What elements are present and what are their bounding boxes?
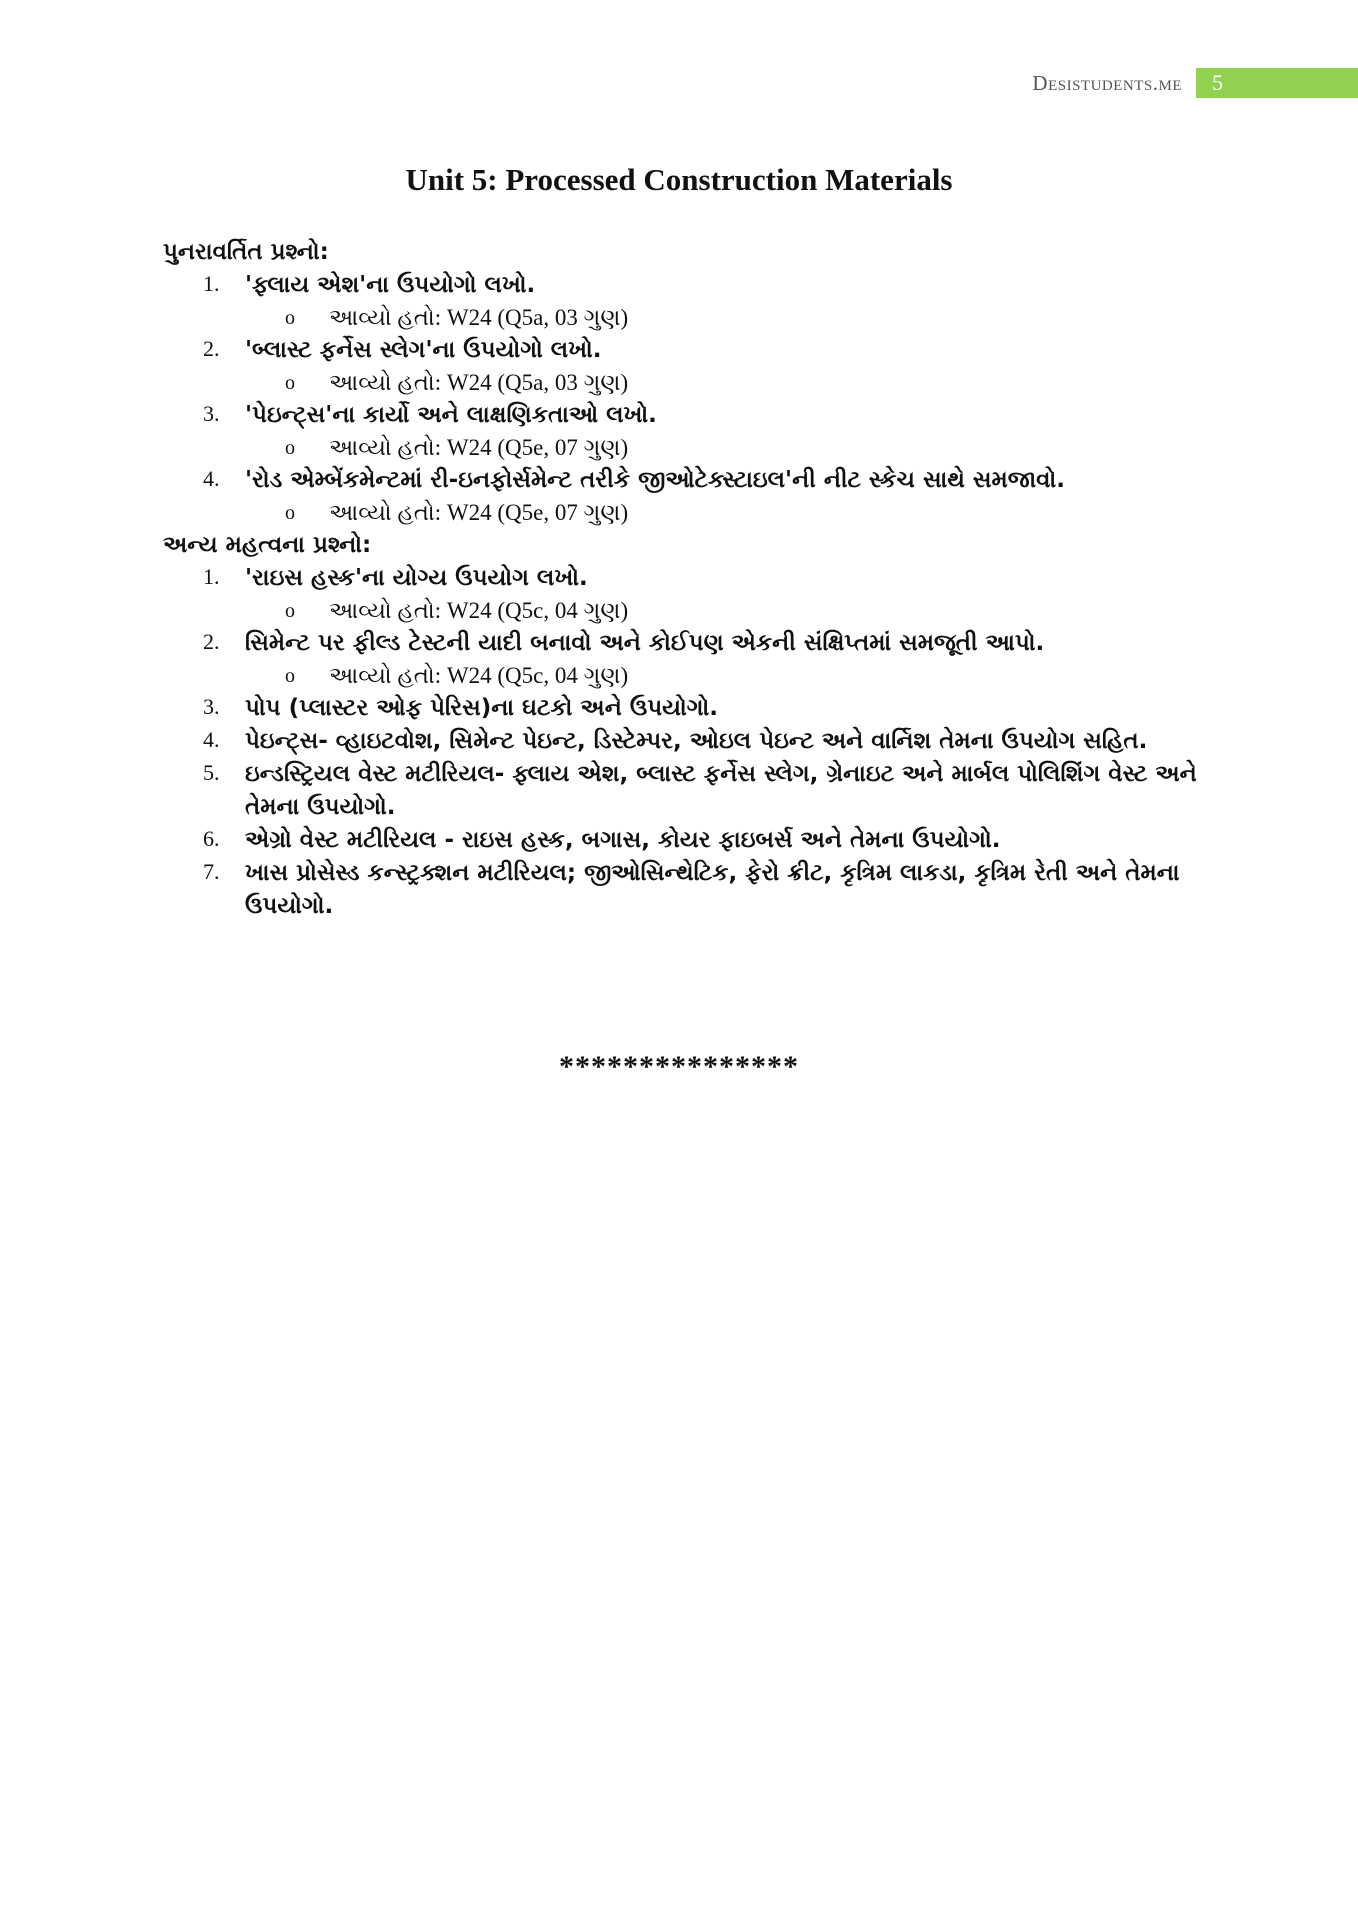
bullet-icon: o xyxy=(285,665,295,687)
question-item xyxy=(163,627,1223,692)
question-number: 4. xyxy=(203,727,220,752)
question-number: 3. xyxy=(203,401,220,426)
question-number: 1. xyxy=(203,271,220,296)
question-number: 4. xyxy=(203,466,220,491)
question-text: પેઇન્ટ્સ- વ્હાઇટવોશ, સિમેન્ટ પેઇન્ટ, ડિસ્ટેમ્પર, ઓઇલ પેઇન્ટ અને વાર્નિશ તેમના ઉપયોગ સહિત. xyxy=(245,728,1148,754)
other-questions-heading: અન્ય મહત્વના પ્રશ્નો: xyxy=(163,532,372,558)
page-header xyxy=(1032,68,1358,98)
question-text: 'ફ્લાય એશ'ના ઉપયોગો લખો. xyxy=(245,272,536,298)
repeated-questions-heading: પુનરાવર્તિત પ્રશ્નો: xyxy=(163,239,329,265)
question-source-text: આવ્યો હતો: W24 (Q5a, 03 ગુણ) xyxy=(329,370,629,395)
question-number: 7. xyxy=(203,859,220,884)
question-item xyxy=(163,399,1223,464)
question-source-text: આવ્યો હતો: W24 (Q5a, 03 ગુણ) xyxy=(329,305,629,330)
question-item xyxy=(163,692,1223,725)
other-questions-list xyxy=(163,562,1223,923)
bullet-icon: o xyxy=(285,372,295,394)
question-item xyxy=(163,857,1223,923)
question-number: 2. xyxy=(203,629,220,654)
question-number: 1. xyxy=(203,564,220,589)
question-source-text: આવ્યો હતો: W24 (Q5c, 04 ગુણ) xyxy=(329,663,629,688)
site-name: Desistudents.me xyxy=(1032,70,1182,95)
question-source xyxy=(163,302,1223,334)
bullet-icon: o xyxy=(285,600,295,622)
question-source xyxy=(163,497,1223,529)
question-source-text: આવ્યો હતો: W24 (Q5e, 07 ગુણ) xyxy=(329,435,629,460)
question-item xyxy=(163,269,1223,334)
question-item xyxy=(163,725,1223,758)
question-text: એગ્રો વેસ્ટ મટીરિયલ - રાઇસ હસ્ક, બગાસ, કોયર ફાઇબર્સ અને તેમના ઉપયોગો. xyxy=(245,827,1001,853)
bullet-icon: o xyxy=(285,502,295,524)
question-source xyxy=(163,367,1223,399)
question-text: સિમેન્ટ પર ફીલ્ડ ટેસ્ટની યાદી બનાવો અને કોઈપણ એકની સંક્ષિપ્તમાં સમજૂતી આપો. xyxy=(245,630,1045,656)
question-number: 3. xyxy=(203,694,220,719)
question-source-text: આવ્યો હતો: W24 (Q5c, 04 ગુણ) xyxy=(329,598,629,623)
question-number: 6. xyxy=(203,826,220,851)
question-item xyxy=(163,758,1223,824)
repeated-questions-list xyxy=(163,269,1223,529)
end-marker: *************** xyxy=(559,1050,799,1083)
question-text: 'બ્લાસ્ટ ફર્નેસ સ્લેગ'ના ઉપયોગો લખો. xyxy=(245,337,602,363)
question-item xyxy=(163,464,1223,529)
question-text: 'પેઇન્ટ્સ'ના કાર્યો અને લાક્ષણિકતાઓ લખો. xyxy=(245,402,657,428)
document-body xyxy=(163,236,1223,923)
question-source-text: આવ્યો હતો: W24 (Q5e, 07 ગુણ) xyxy=(329,500,629,525)
question-text: ઇન્ડસ્ટ્રિયલ વેસ્ટ મટીરિયલ- ફ્લાય એશ, બ્લાસ્ટ ફર્નેસ સ્લેગ, ગ્રેનાઇટ અને માર્બલ પોલિશિંગ વેસ્ટ અને તેમના ઉપયોગો. xyxy=(245,761,1197,820)
bullet-icon: o xyxy=(285,307,295,329)
question-item xyxy=(163,824,1223,857)
document-title: Unit 5: Processed Construction Materials xyxy=(405,162,953,197)
question-number: 5. xyxy=(203,760,220,785)
bullet-icon: o xyxy=(285,437,295,459)
question-item xyxy=(163,562,1223,627)
question-text: પોપ (પ્લાસ્ટર ઓફ પેરિસ)ના ઘટકો અને ઉપયોગો. xyxy=(245,695,719,721)
question-text: ખાસ પ્રોસેસ્ડ કન્સ્ટ્રક્શન મટીરિયલ; જીઓસિન્થેટિક, ફેરો ક્રીટ, કૃત્રિમ લાકડા, કૃત્રિમ રેતી અને તેમના ઉપયોગો. xyxy=(245,860,1180,919)
question-text: 'રોડ એમ્બેંકમેન્ટમાં રી-ઇનફોર્સમેન્ટ તરીકે જીઓટેક્સ્ટાઇલ'ની નીટ સ્કેચ સાથે સમજાવો. xyxy=(245,467,1065,493)
question-source xyxy=(163,595,1223,627)
question-text: 'રાઇસ હસ્ક'ના યોગ્ય ઉપયોગ લખો. xyxy=(245,565,588,591)
question-number: 2. xyxy=(203,336,220,361)
question-item xyxy=(163,334,1223,399)
question-source xyxy=(163,432,1223,464)
page-number: 5 xyxy=(1196,68,1358,98)
question-source xyxy=(163,660,1223,692)
